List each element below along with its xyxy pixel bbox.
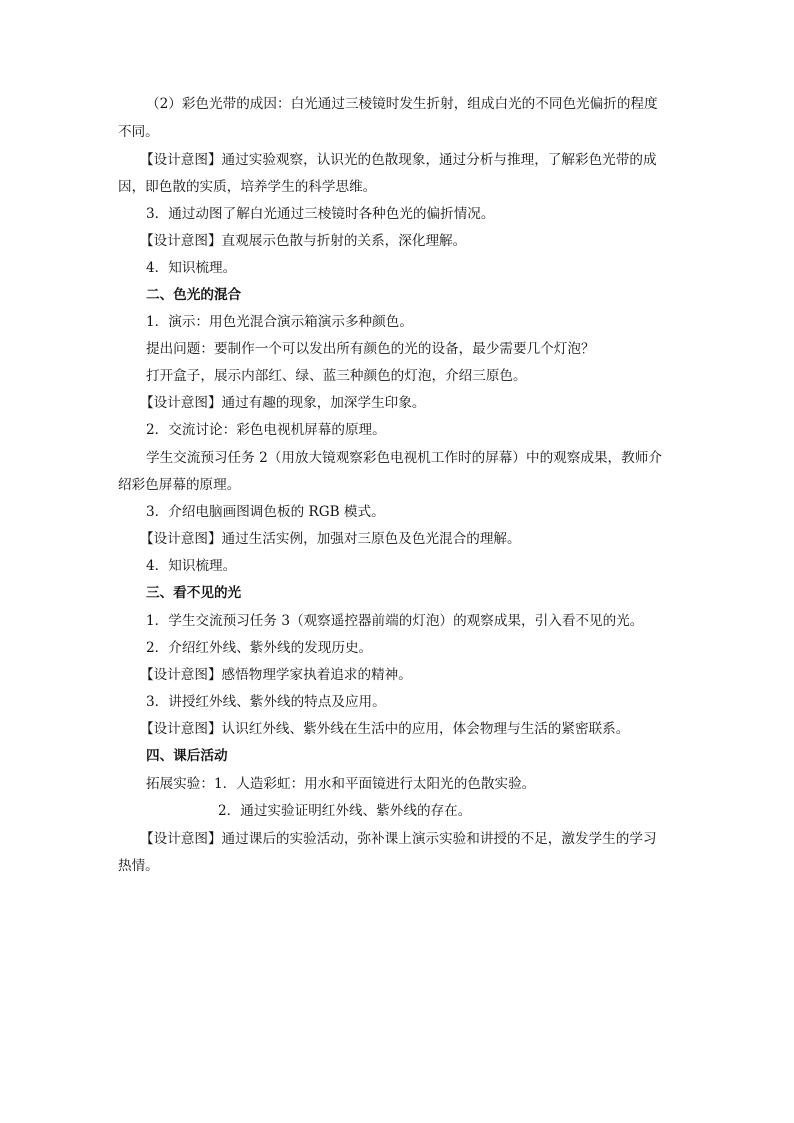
paragraph-text: 2．通过实验证明红外线、紫外线的存在。	[218, 803, 472, 819]
paragraph-text: 2．交流讨论：彩色电视机屏幕的原理。	[146, 422, 386, 438]
paragraph-text: 4．知识梳理。	[146, 558, 237, 574]
design-intent-text: 【设计意图】通过生活实例，加强对三原色及色光混合的理解。	[140, 531, 521, 547]
paragraph-text: 绍彩色屏幕的原理。	[118, 477, 241, 493]
paragraph-text: 打开盒子，展示内部红、绿、蓝三种颜色的灯泡，介绍三原色。	[146, 368, 527, 384]
section-heading: 二、色光的混合	[146, 287, 242, 303]
design-intent-text: 【设计意图】感悟物理学家执着追求的精神。	[140, 667, 412, 683]
design-intent-text: 【设计意图】通过课后的实验活动，弥补课上演示实验和讲授的不足，激发学生的学习	[140, 831, 657, 847]
paragraph-text: 拓展实验：1．人造彩虹：用水和平面镜进行太阳光的色散实验。	[146, 776, 536, 792]
paragraph-text: 3．通过动图了解白光通过三棱镜时各种色光的偏折情况。	[146, 206, 495, 222]
section-heading: 四、课后活动	[146, 748, 228, 764]
paragraph-text: 2．介绍红外线、紫外线的发现历史。	[146, 640, 373, 656]
paragraph-text: 3．讲授红外线、紫外线的特点及应用。	[146, 694, 386, 710]
paragraph-text: 不同。	[118, 124, 159, 140]
design-intent-text: 【设计意图】通过实验观察，认识光的色散现象，通过分析与推理，了解彩色光带的成	[140, 152, 657, 168]
design-intent-text: 【设计意图】通过有趣的现象，加深学生印象。	[140, 395, 426, 411]
design-intent-text: 因，即色散的实质，培养学生的科学思维。	[118, 179, 377, 195]
design-intent-text: 【设计意图】直观展示色散与折射的关系，深化理解。	[140, 233, 467, 249]
design-intent-text: 【设计意图】认识红外线、紫外线在生活中的应用，体会物理与生活的紧密联系。	[140, 721, 630, 737]
paragraph-text: 3．介绍电脑画图调色板的 RGB 模式。	[146, 504, 385, 520]
paragraph-text: （2）彩色光带的成因：白光通过三棱镜时发生折射，组成白光的不同色光偏折的程度	[146, 96, 658, 112]
paragraph-text: 提出问题：要制作一个可以发出所有颜色的光的设备，最少需要几个灯泡？	[146, 341, 595, 357]
paragraph-text: 1．演示：用色光混合演示箱演示多种颜色。	[146, 314, 413, 330]
design-intent-text: 热情。	[118, 858, 159, 874]
paragraph-text: 学生交流预习任务 2（用放大镜观察彩色电视机工作时的屏幕）中的观察成果，教师介	[146, 450, 662, 466]
paragraph-text: 1．学生交流预习任务 3（观察遥控器前端的灯泡）的观察成果，引入看不见的光。	[146, 613, 644, 629]
section-heading: 三、看不见的光	[146, 585, 242, 601]
paragraph-text: 4．知识梳理。	[146, 260, 237, 276]
